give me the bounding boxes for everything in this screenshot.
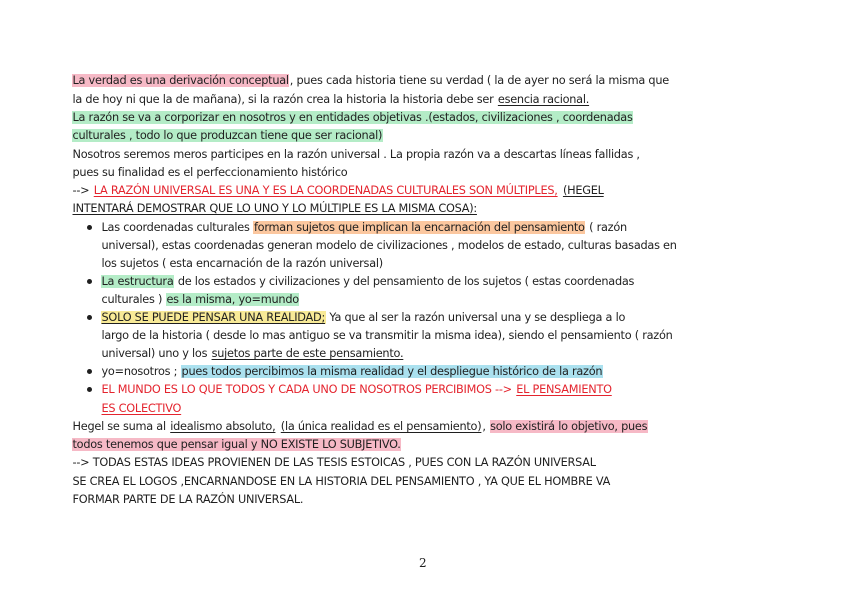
text-line [72, 127, 383, 144]
text-line [72, 454, 596, 471]
text-run: culturales ) [101, 293, 166, 306]
text-run: los sujetos ( esta encarnación de la razón universal) [101, 257, 383, 270]
text-run: universal) uno y los [101, 347, 211, 360]
list-item-line [101, 381, 612, 398]
highlighted-text: La estructura [101, 275, 174, 288]
text-run: ( razón [585, 221, 627, 234]
highlighted-text: culturales , todo lo que produzcan tiene que ser racional) [72, 129, 383, 142]
text-run: Hegel se suma al [72, 420, 170, 433]
highlighted-text: forman sujetos que implican la encarnación del pensamiento [253, 221, 585, 234]
bullet-icon [87, 315, 92, 320]
underlined-text: INTENTARÁ DEMOSTRAR QUE LO UNO Y LO MÚLTIPLE ES LA MISMA COSA): [72, 202, 477, 215]
page-number: 2 [419, 556, 427, 570]
bullet-icon [87, 225, 92, 230]
text-run: Las coordenadas culturales [101, 221, 253, 234]
text-run: largo de la historia ( desde lo mas antiguo se va transmitir la misma idea), siendo el pensamiento ( razón [101, 329, 673, 342]
text-run: SE CREA EL LOGOS ,ENCARNANDOSE EN LA HISTORIA DEL PENSAMIENTO , YA QUE EL HOMBRE VA [72, 475, 611, 488]
highlighted-text: La verdad es una derivación conceptual [72, 74, 289, 87]
underlined-text: LA RAZÓN UNIVERSAL ES UNA Y ES LA COORDENADAS CULTURALES SON MÚLTIPLES, [93, 184, 558, 197]
text-run: universal), estas coordenadas generan modelo de civilizaciones , modelos de estado, culturas basadas en [101, 239, 677, 252]
text-line [72, 72, 669, 89]
highlighted-text: solo existirá lo objetivo, pues [490, 420, 648, 433]
text-line [101, 237, 677, 254]
bullet-icon [87, 279, 92, 284]
underlined-text: sujetos parte de este pensamiento. [211, 347, 404, 360]
list-item-line [101, 309, 626, 326]
text-run: pues su finalidad es el perfeccionamiento histórico [72, 166, 348, 179]
text-line [72, 164, 348, 181]
underlined-text: esencia racional. [497, 93, 590, 106]
text-run: yo=nosotros ; [101, 365, 181, 378]
text-run: de los estados y civilizaciones y del pensamiento de los sujetos ( estas coordenadas [174, 275, 635, 288]
bullet-icon [87, 369, 92, 374]
text-run: Ya que al ser la razón universal una y se despliega a lo [326, 311, 626, 324]
underlined-text: (HEGEL [562, 184, 604, 197]
text-line [72, 491, 304, 508]
highlighted-text: SOLO SE PUEDE PENSAR UNA REALIDAD; [101, 311, 326, 324]
underlined-text: ES COLECTIVO [101, 402, 182, 415]
underlined-text: (la única realidad es el pensamiento) [280, 420, 482, 433]
text-run: , pues cada historia tiene su verdad ( la de ayer no será la misma que [289, 74, 669, 87]
text-line [72, 146, 640, 163]
highlighted-text: todos tenemos que pensar igual y NO EXISTE LO SUBJETIVO. [72, 438, 401, 451]
text-line [101, 291, 299, 308]
text-run: FORMAR PARTE DE LA RAZÓN UNIVERSAL. [72, 493, 304, 506]
highlighted-text: pues todos percibimos la misma realidad y el despliegue histórico de la razón [181, 365, 603, 378]
text-run: la de hoy ni que la de mañana), si la razón crea la historia la historia debe ser [72, 93, 497, 106]
highlighted-text: La razón se va a corporizar en nosotros y en entidades objetivas .(estados, civilizaciones , coordenadas [72, 111, 633, 124]
text-line [72, 473, 611, 490]
underlined-text: EL PENSAMIENTO [516, 383, 612, 396]
text-run: --> [72, 184, 93, 197]
text-run: , [482, 420, 490, 433]
list-item-line [101, 363, 603, 380]
highlighted-text: es la misma, yo=mundo [166, 293, 299, 306]
text-run: --> TODAS ESTAS IDEAS PROVIENEN DE LAS TESIS ESTOICAS , PUES CON LA RAZÓN UNIVERSAL [72, 456, 596, 469]
bullet-icon [87, 387, 92, 392]
text-line [101, 255, 383, 272]
list-item-line [101, 219, 627, 236]
text-run: EL MUNDO ES LO QUE TODOS Y CADA UNO DE NOSOTROS PERCIBIMOS --> [101, 383, 516, 396]
text-line [72, 182, 604, 199]
text-line [72, 200, 477, 217]
text-run: Nosotros seremos meros participes en la razón universal . La propia razón va a descartas líneas fallidas , [72, 148, 640, 161]
text-line [72, 436, 401, 453]
text-line [101, 345, 404, 362]
underlined-text: idealismo absoluto, [170, 420, 276, 433]
list-item-line [101, 273, 635, 290]
text-line [101, 400, 182, 417]
text-line [101, 327, 673, 344]
text-line [72, 109, 633, 126]
text-line [72, 418, 648, 435]
text-line [72, 91, 590, 108]
